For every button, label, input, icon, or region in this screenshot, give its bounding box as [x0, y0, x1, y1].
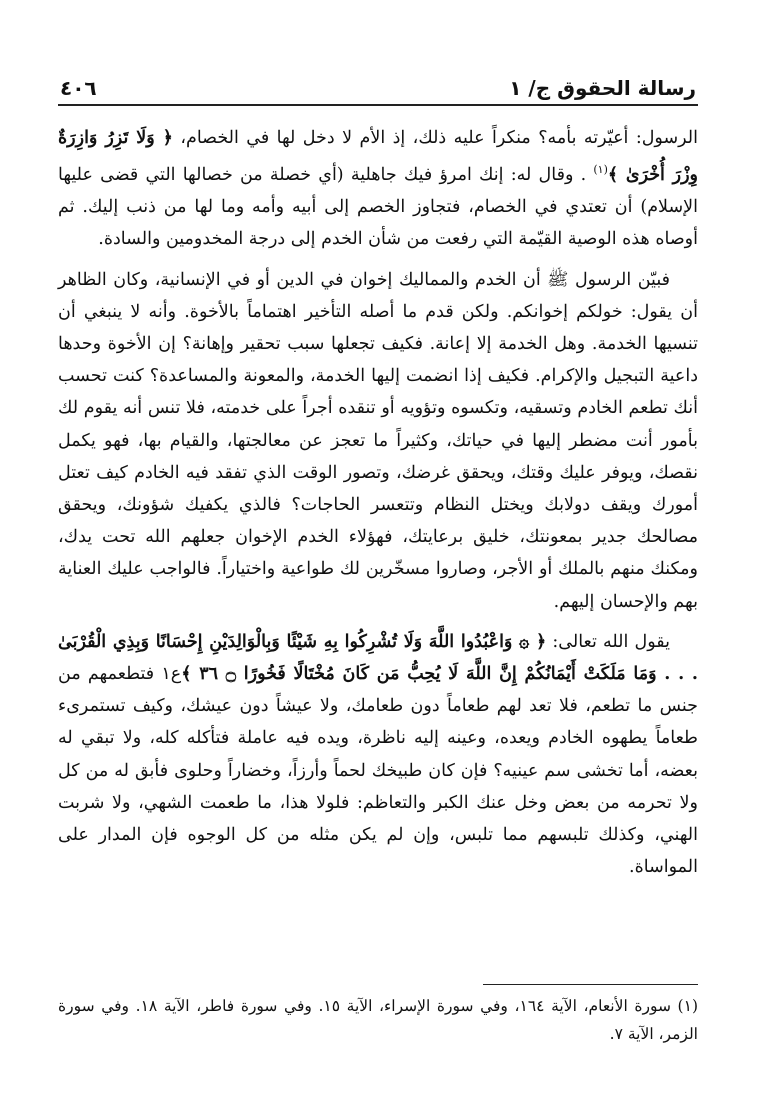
footnote-rule [483, 984, 698, 985]
footnote: (١) سورة الأنعام، الآية ١٦٤، وفي سورة الإسراء، الآية ١٥. وفي سورة فاطر، الآية ١٨. وفي سورة الزمر، الآية ٧. [58, 997, 698, 1043]
footnote-marker: (١) [593, 163, 608, 177]
paragraph-text: . وقال له: إنك امرؤ فيك جاهلية (أي خصلة من خصالها التي قضى عليها الإسلام) أن تعتدي في الخصام، فتجاوز الخصم إلى أبيه وأمه وما لها من ذنب إليك. ثم أوصاه هذه الوصية القيّمة التي رفعت من شأن الخدم إلى درجة المخدومين والسادة. [58, 165, 698, 250]
paragraph-text: فبيّن الرسول ﷺ أن الخدم والمماليك إخوان في الدين أو في الإنسانية، وكان الظاهر أن يقول: خولكم إخوانكم. ولكن قدم ما أصله التأخير اهتماماً بالأخوة. وأنه لا ينبغي أن تنسيها الخدمة. وهل الخدمة إلا إعانة. فكيف تجعلها سبب تحقير وإهانة؟ إن الأخوة وحدها داعية التبجيل والإكرام. فكيف إذا انضمت إليها الخدمة، والمعونة والمساعدة؟ كنت تحسب أنك تطعم الخادم وتسقيه، وتكسوه وتؤويه أو تنقده أجراً على خدمته، فلا تنس أنه يقوم لك بأمور أنت مضطر إليها في حياتك، وكثيراً ما تعجز عن معالجتها، والقيام بها، فهو يكمل نقصك، ويوفر عليك وقتك، ويحقق غرضك، وتصور الوقت الذي تفقد فيه الخادم كيف تعتل أمورك ويقف دولابك ويختل النظام وتتعسر الحاجات؟ فالذي يكفيك شؤونك، ويحقق مصالحك جدير بمعونتك، خليق برعايتك، فهؤلاء الخدم الإخوان جعلهم الله تحت يدك، ومكنك منهم بالملك أو الأجر، وصاروا مسخّرين لك طواعية واختياراً. فالواجب عليك العناية بهم والإحسان إليهم. [58, 269, 699, 612]
quran-verse: ﴿ وَلَا تَزِرُ وَازِرَةٌ وِزْرَ أُخْرَىٰ ﴾ [58, 128, 698, 186]
book-page [58, 70, 698, 1080]
page-number: ٤٠٦ [60, 76, 97, 100]
running-title: رسالة الحقوق ج/ ١ [509, 76, 696, 100]
paragraph-text: ع١ فتطعمهم من جنس ما تطعم، فلا تعد لهم طعاماً دون طعامك، ولا عيشاً دون عيشك، وكيف تستمرىء طعاماً يطهوه الخادم ويعده، وعينه إليه ناظرة، ويده فيه عاملة فتأكله كله، ولا تبقي له بعضه، أما تخشى سم عينيه؟ فإن كان طبيخك لحماً وأرزاً، وخضاراً وحلوى فأبق له من كل ولا تحرمه من بعض وخل عنك الكبر والتعاظم: فلولا هذا، ما طعمت الشهي، ولا شربت الهني، وكذلك تلبسهم مما تلبس، وإن لم يكن مثله من كل الوجوه فإن المدار على المواساة. [58, 664, 698, 878]
paragraph-text: يقول الله تعالى: [546, 631, 670, 652]
paragraph [58, 122, 698, 256]
paragraph-text: الرسول: أعيّرته بأمه؟ منكراً عليه ذلك، إذ الأم لا دخل لها في الخصام، [172, 128, 698, 148]
header-rule [58, 104, 698, 106]
page-header [58, 70, 698, 104]
body-text [58, 122, 698, 884]
quran-verse: ﴿ ۞ وَاعْبُدُوا اللَّهَ وَلَا تُشْرِكُوا بِهِ شَيْئًا وَبِالْوَالِدَيْنِ إِحْسَانًا وَبِذِي الْقُرْبَىٰ . . . وَمَا مَلَكَتْ أَيْمَانُكُمْ إِنَّ اللَّهَ لَا يُحِبُّ مَن كَانَ مُخْتَالًا فَخُورًا ۝ ٣٦ ﴾ [58, 631, 698, 685]
paragraph [58, 264, 698, 618]
paragraph [58, 626, 698, 884]
